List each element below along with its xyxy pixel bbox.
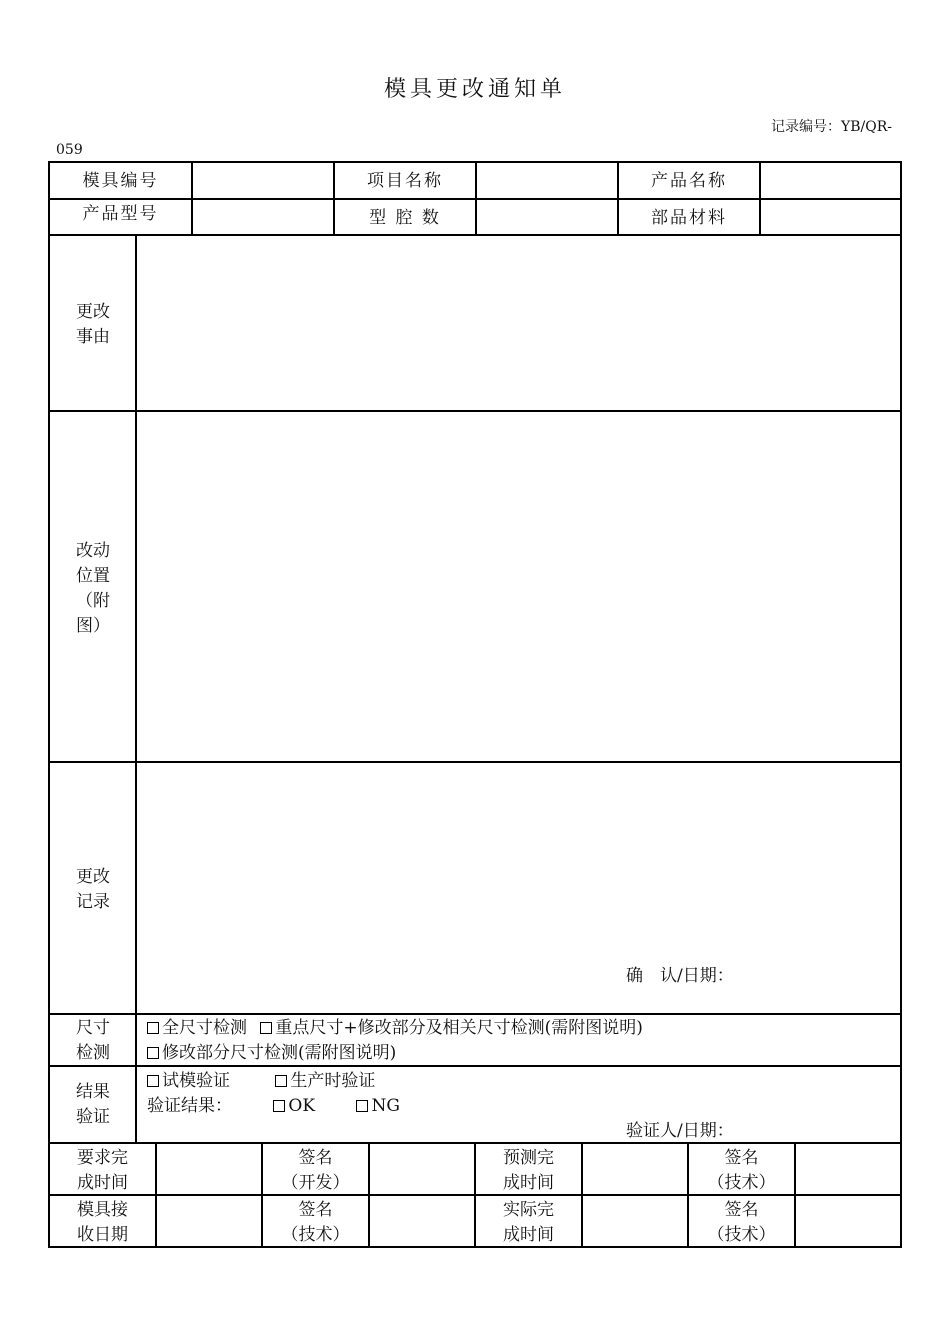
change-reason-label: 更改 事由 [76, 302, 110, 347]
part-material-label: 部品材料 [651, 208, 727, 228]
project-name-label: 项目名称 [367, 171, 443, 191]
required-completion-time-label: 要求完 成时间 [77, 1148, 128, 1193]
table-line [581, 1142, 583, 1248]
table-line [48, 410, 902, 412]
dimension-options-line2: 修改部分尺寸检测(需附图说明) [147, 1041, 396, 1066]
mold-receipt-date-label: 模具接 收日期 [77, 1200, 128, 1245]
key-dimension-checkbox[interactable] [260, 1022, 272, 1034]
estimated-completion-time-label: 预测完 成时间 [503, 1148, 554, 1193]
table-line [759, 161, 761, 236]
table-line [191, 161, 193, 236]
dimension-check-label: 尺寸 检测 [76, 1018, 110, 1063]
confirm-date-label: 确 认/日期： [626, 966, 734, 986]
table-line [794, 1142, 796, 1248]
table-line [48, 761, 902, 763]
document-title: 模具更改通知单 [383, 77, 566, 102]
table-line [135, 234, 137, 1144]
mold-number-label: 模具编号 [82, 171, 159, 191]
verifier-date-label: 验证人/日期： [626, 1121, 734, 1141]
sign-technical-label: 签名 （技术） [281, 1200, 350, 1245]
product-name-label: 产品名称 [651, 171, 727, 191]
modified-dimension-checkbox[interactable] [147, 1047, 159, 1059]
table-border-right [900, 161, 902, 1248]
production-verification-checkbox[interactable] [275, 1075, 287, 1087]
sign-technical-label: 签名 （技术） [707, 1200, 776, 1245]
sign-development-label: 签名 （开发） [281, 1148, 350, 1193]
trial-verification-checkbox[interactable] [147, 1075, 159, 1087]
result-verification-label: 结果 验证 [76, 1082, 110, 1127]
product-model-label: 产品型号 [82, 204, 159, 224]
sign-technical-label: 签名 （技术） [707, 1148, 776, 1193]
table-line [368, 1142, 370, 1248]
record-number-label: 记录编号：YB/QR- [771, 119, 892, 135]
table-line [475, 161, 477, 236]
verification-result-row: 验证结果： OK NG [147, 1096, 400, 1116]
ok-checkbox[interactable] [273, 1100, 285, 1112]
actual-completion-time-label: 实际完 成时间 [503, 1200, 554, 1245]
change-position-label: 改动 位置 （附 图） [76, 541, 110, 636]
ng-checkbox[interactable] [356, 1100, 368, 1112]
verification-options: 试模验证 生产时验证 [147, 1069, 375, 1094]
change-record-label: 更改 记录 [76, 867, 110, 912]
record-number-suffix: 059 [56, 142, 83, 158]
dimension-options-line1: 全尺寸检测 重点尺寸+修改部分及相关尺寸检测(需附图说明) [147, 1016, 643, 1041]
table-line [155, 1142, 157, 1248]
table-line [48, 1013, 902, 1015]
cavity-count-label: 型 腔 数 [369, 208, 441, 228]
full-dimension-checkbox[interactable] [147, 1022, 159, 1034]
